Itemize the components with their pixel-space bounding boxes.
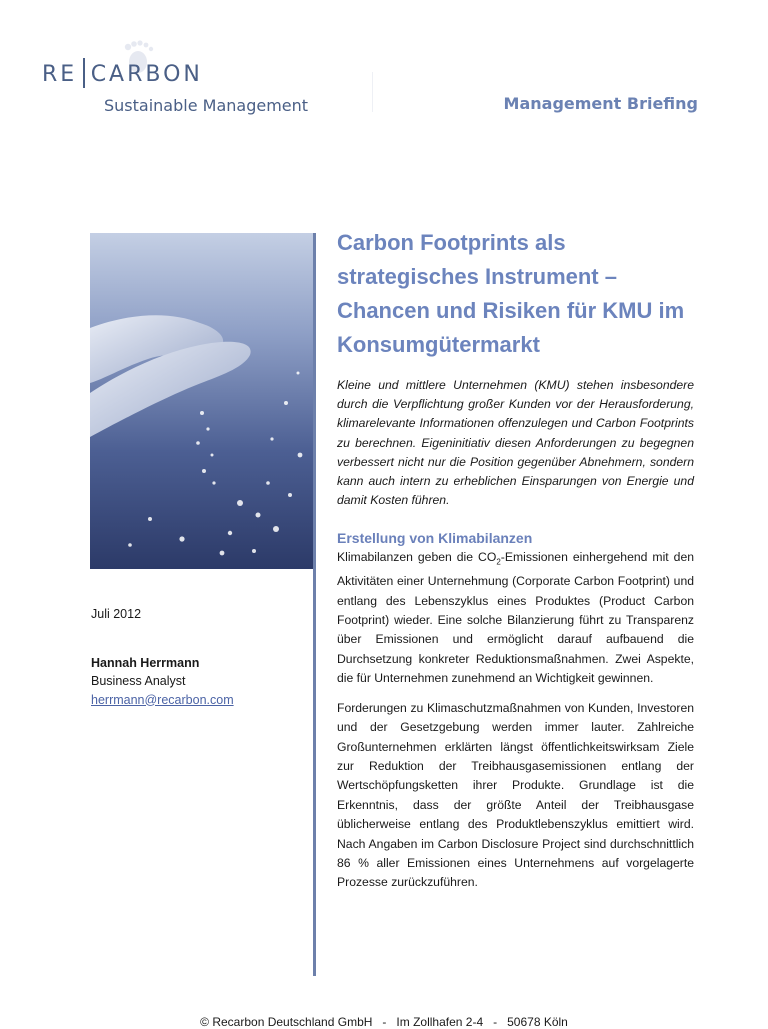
article-body xyxy=(337,226,694,903)
co2-subscript: 2 xyxy=(496,557,501,567)
author-email-link[interactable]: herrmann@recarbon.com xyxy=(91,692,234,707)
column-divider xyxy=(313,233,316,976)
hands-water-photo xyxy=(90,233,314,569)
author-role: Business Analyst xyxy=(91,674,186,688)
body-paragraph-1 xyxy=(337,548,694,688)
body-paragraph-2: Forderungen zu Klimaschutzmaßnahmen von Kunden, Investoren und der Gesetzgebung werden immer lauter. Zahlreiche Großunternehmen erklärten längst öffentlichkeitswirksam Ziele zur Reduktion der Treibhausgasemissionen entlang der Wertschöpfungsketten ihrer Produkte. Grundlage ist die Erkenntnis, dass der größte Anteil der Treibhausgase üblicherweise entlang des Produktlebenszyklus emittiert wird. Nach Angaben im Carbon Disclosure Project sind durchschnittlich 86 % aller Emissionen eines Unternehmens auf vorgelagerte Prozesse zurückzuführen. xyxy=(337,700,694,890)
article-lead: Kleine und mittlere Unternehmen (KMU) stehen insbesondere durch die Verpflichtung großer Kunden vor der Herausforderung, klimarelevante Informationen offenzulegen und Carbon Footprints zu berechnen. Eigeninitiativ diesen Anforderungen zu begegnen verbessert nicht nur die Position gegenüber Abnehmern, sondern kann auch intern zu erheblichen Einsparungen von Energie und damit Kosten führen. xyxy=(337,378,694,508)
logo-text-carbon: CARBON xyxy=(90,62,203,87)
logo-text-re: RE xyxy=(42,62,78,87)
co2-text-post: -Emissionen einhergehend mit den Aktivitäten einer Unternehmung (Corporate Carbon Footprint) und entlang des Lebenszyklus eines Produktes (Product Carbon Footprint) wieder. Eine solche Bilanzierung führt zu Transparenz über Emissionen und ermöglicht darauf aufbauend die Durchsetzung konkreter Reduktionsmaßnahmen. Zwei Aspekte, die für Unternehmen zunehmend an Wichtigkeit gewinnen. xyxy=(337,550,695,686)
author-name: Hannah Herrmann xyxy=(91,655,200,670)
section-heading: Erstellung von Klimabilanzen xyxy=(337,530,533,547)
logo-wordmark xyxy=(42,58,203,88)
logo-separator xyxy=(83,58,85,88)
document-type-label: Management Briefing xyxy=(503,94,698,113)
header-divider xyxy=(372,72,373,112)
article-title: Carbon Footprints als strategisches Instrument – Chancen und Risiken für KMU im Konsumgütermarkt xyxy=(337,230,685,357)
co2-text-pre: Klimabilanzen geben die CO xyxy=(337,550,497,565)
publication-date: Juli 2012 xyxy=(91,607,142,621)
company-logo xyxy=(42,58,309,115)
logo-tagline: Sustainable Management xyxy=(104,96,309,115)
footer-address: © Recarbon Deutschland GmbH - Im Zollhafen 2-4 - 50678 Köln xyxy=(200,1015,568,1029)
author-block xyxy=(91,605,234,709)
